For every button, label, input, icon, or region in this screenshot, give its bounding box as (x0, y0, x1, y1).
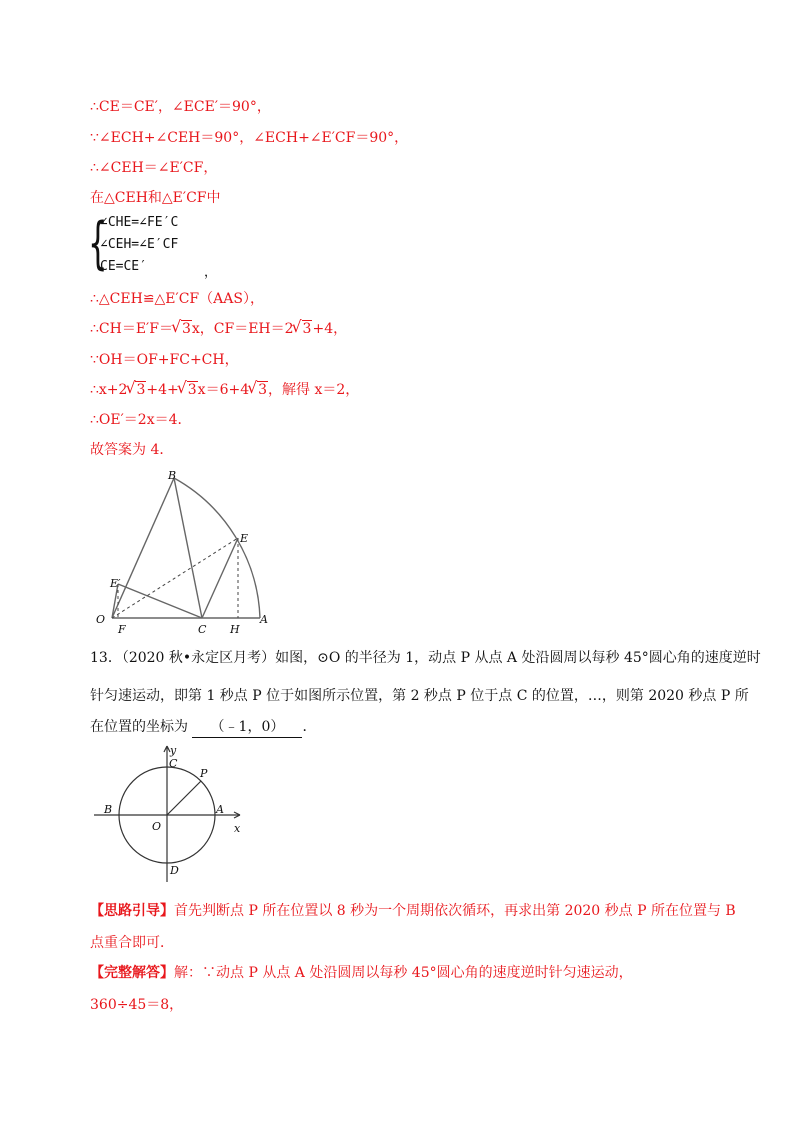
label-O2: O (152, 820, 162, 833)
solution-line-3: ∴∠CEH＝∠E′CF， (90, 160, 218, 176)
radius-OP (167, 781, 201, 815)
hint-tag: 【思路引导】 (90, 903, 174, 919)
l6-text-b: x，CF＝EH＝2 (191, 321, 294, 337)
system-comma: ， (204, 265, 218, 280)
seg-BC (174, 478, 202, 618)
seg-E1C (118, 584, 202, 618)
brace-icon: { (88, 211, 108, 276)
label-B: B (168, 470, 177, 482)
l8-text-c: x＝6+4 (197, 382, 250, 398)
l6-text-a: ∴CH＝E′F＝ (90, 321, 173, 337)
solution-line-9: ∴OE′＝2x＝4． (90, 412, 192, 428)
sqrt-3-e: √ 3 (249, 380, 268, 400)
full-solution-line-2: 360÷45＝8， (90, 997, 184, 1013)
full-solution-line-1 (90, 963, 633, 983)
hint-text-1: 首先判断点 P 所在位置以 8 秒为一个周期依次循环，再求出第 2020 秒点 P 所在位置与 B (174, 903, 736, 919)
solution-line-4: 在△CEH和△E′CF中 (90, 190, 221, 206)
hint-line-2: 点重合即可． (90, 935, 174, 951)
system-row-3: CE=CE′ (100, 259, 147, 274)
solution-line-7: ∵OH＝OF+FC+CH， (90, 352, 239, 368)
dash-OE (112, 538, 238, 618)
l8-text-d: ，解得 x＝2， (268, 382, 360, 398)
solution-line-1: ∴CE＝CE′，∠ECE′＝90°， (90, 99, 271, 115)
label-F: F (118, 623, 126, 635)
label-E: E (240, 532, 249, 545)
label-E-prime: E′ (110, 577, 121, 590)
label-y: y (170, 744, 177, 757)
label-P: P (200, 767, 208, 780)
sqrt-3-c: √ 3 (127, 380, 146, 400)
seg-OB (112, 478, 174, 618)
l6-text-c: +4， (312, 321, 348, 337)
sqrt-3-d: √ 3 (179, 380, 198, 400)
solution-line-2: ∵∠ECH+∠CEH＝90°，∠ECH+∠E′CF＝90°， (90, 130, 409, 146)
geometry-figure-1 (88, 470, 288, 635)
label-H: H (230, 623, 240, 635)
label-A2: A (216, 803, 224, 816)
label-D: D (170, 864, 179, 877)
q13-line-2: 针匀速运动，即第 1 秒点 P 位于如图所示位置，第 2 秒点 P 位于点 C 的位置，…，则第 2020 秒点 P 所 (90, 688, 749, 704)
circle-figure (90, 742, 260, 884)
label-C: C (198, 623, 207, 635)
arc-BA (174, 478, 260, 618)
l8-text-b: +4+ (146, 382, 179, 398)
system-row-2: ∠CEH=∠E′CF (100, 237, 179, 252)
q13-line-3 (90, 717, 316, 738)
q13-line-3-end: ． (302, 719, 317, 735)
q13-line-1: 13．（2020 秋•永定区月考）如图，⊙O 的半径为 1，动点 P 从点 A 处沿圆周以每秒 45°圆心角的速度逆时 (90, 650, 761, 666)
solution-line-10: 故答案为 4． (90, 442, 174, 458)
sqrt-3-a: √ 3 (173, 319, 192, 339)
label-B2: B (104, 803, 113, 816)
q13-answer-blank: （﹣1，0） (192, 717, 302, 738)
solution-line-6 (90, 319, 347, 339)
label-O: O (96, 613, 106, 626)
l8-text-a: ∴x+2 (90, 382, 128, 398)
solution-line-8 (90, 380, 359, 400)
solution-text-1: 解：∵动点 P 从点 A 处沿圆周以每秒 45°圆心角的速度逆时针匀速运动， (174, 965, 633, 981)
solution-tag: 【完整解答】 (90, 965, 174, 981)
label-A: A (260, 613, 268, 626)
sqrt-3-b: √ 3 (294, 319, 313, 339)
q13-line-3-text: 在位置的坐标为 (90, 719, 188, 735)
hint-line-1 (90, 901, 736, 921)
label-x: x (234, 822, 241, 835)
equation-system (88, 211, 228, 279)
solution-line-5: ∴△CEH≌△E′CF（AAS）， (90, 291, 264, 307)
system-row-1: ∠CHE=∠FE′C (100, 215, 179, 230)
label-C2: C (169, 757, 178, 770)
